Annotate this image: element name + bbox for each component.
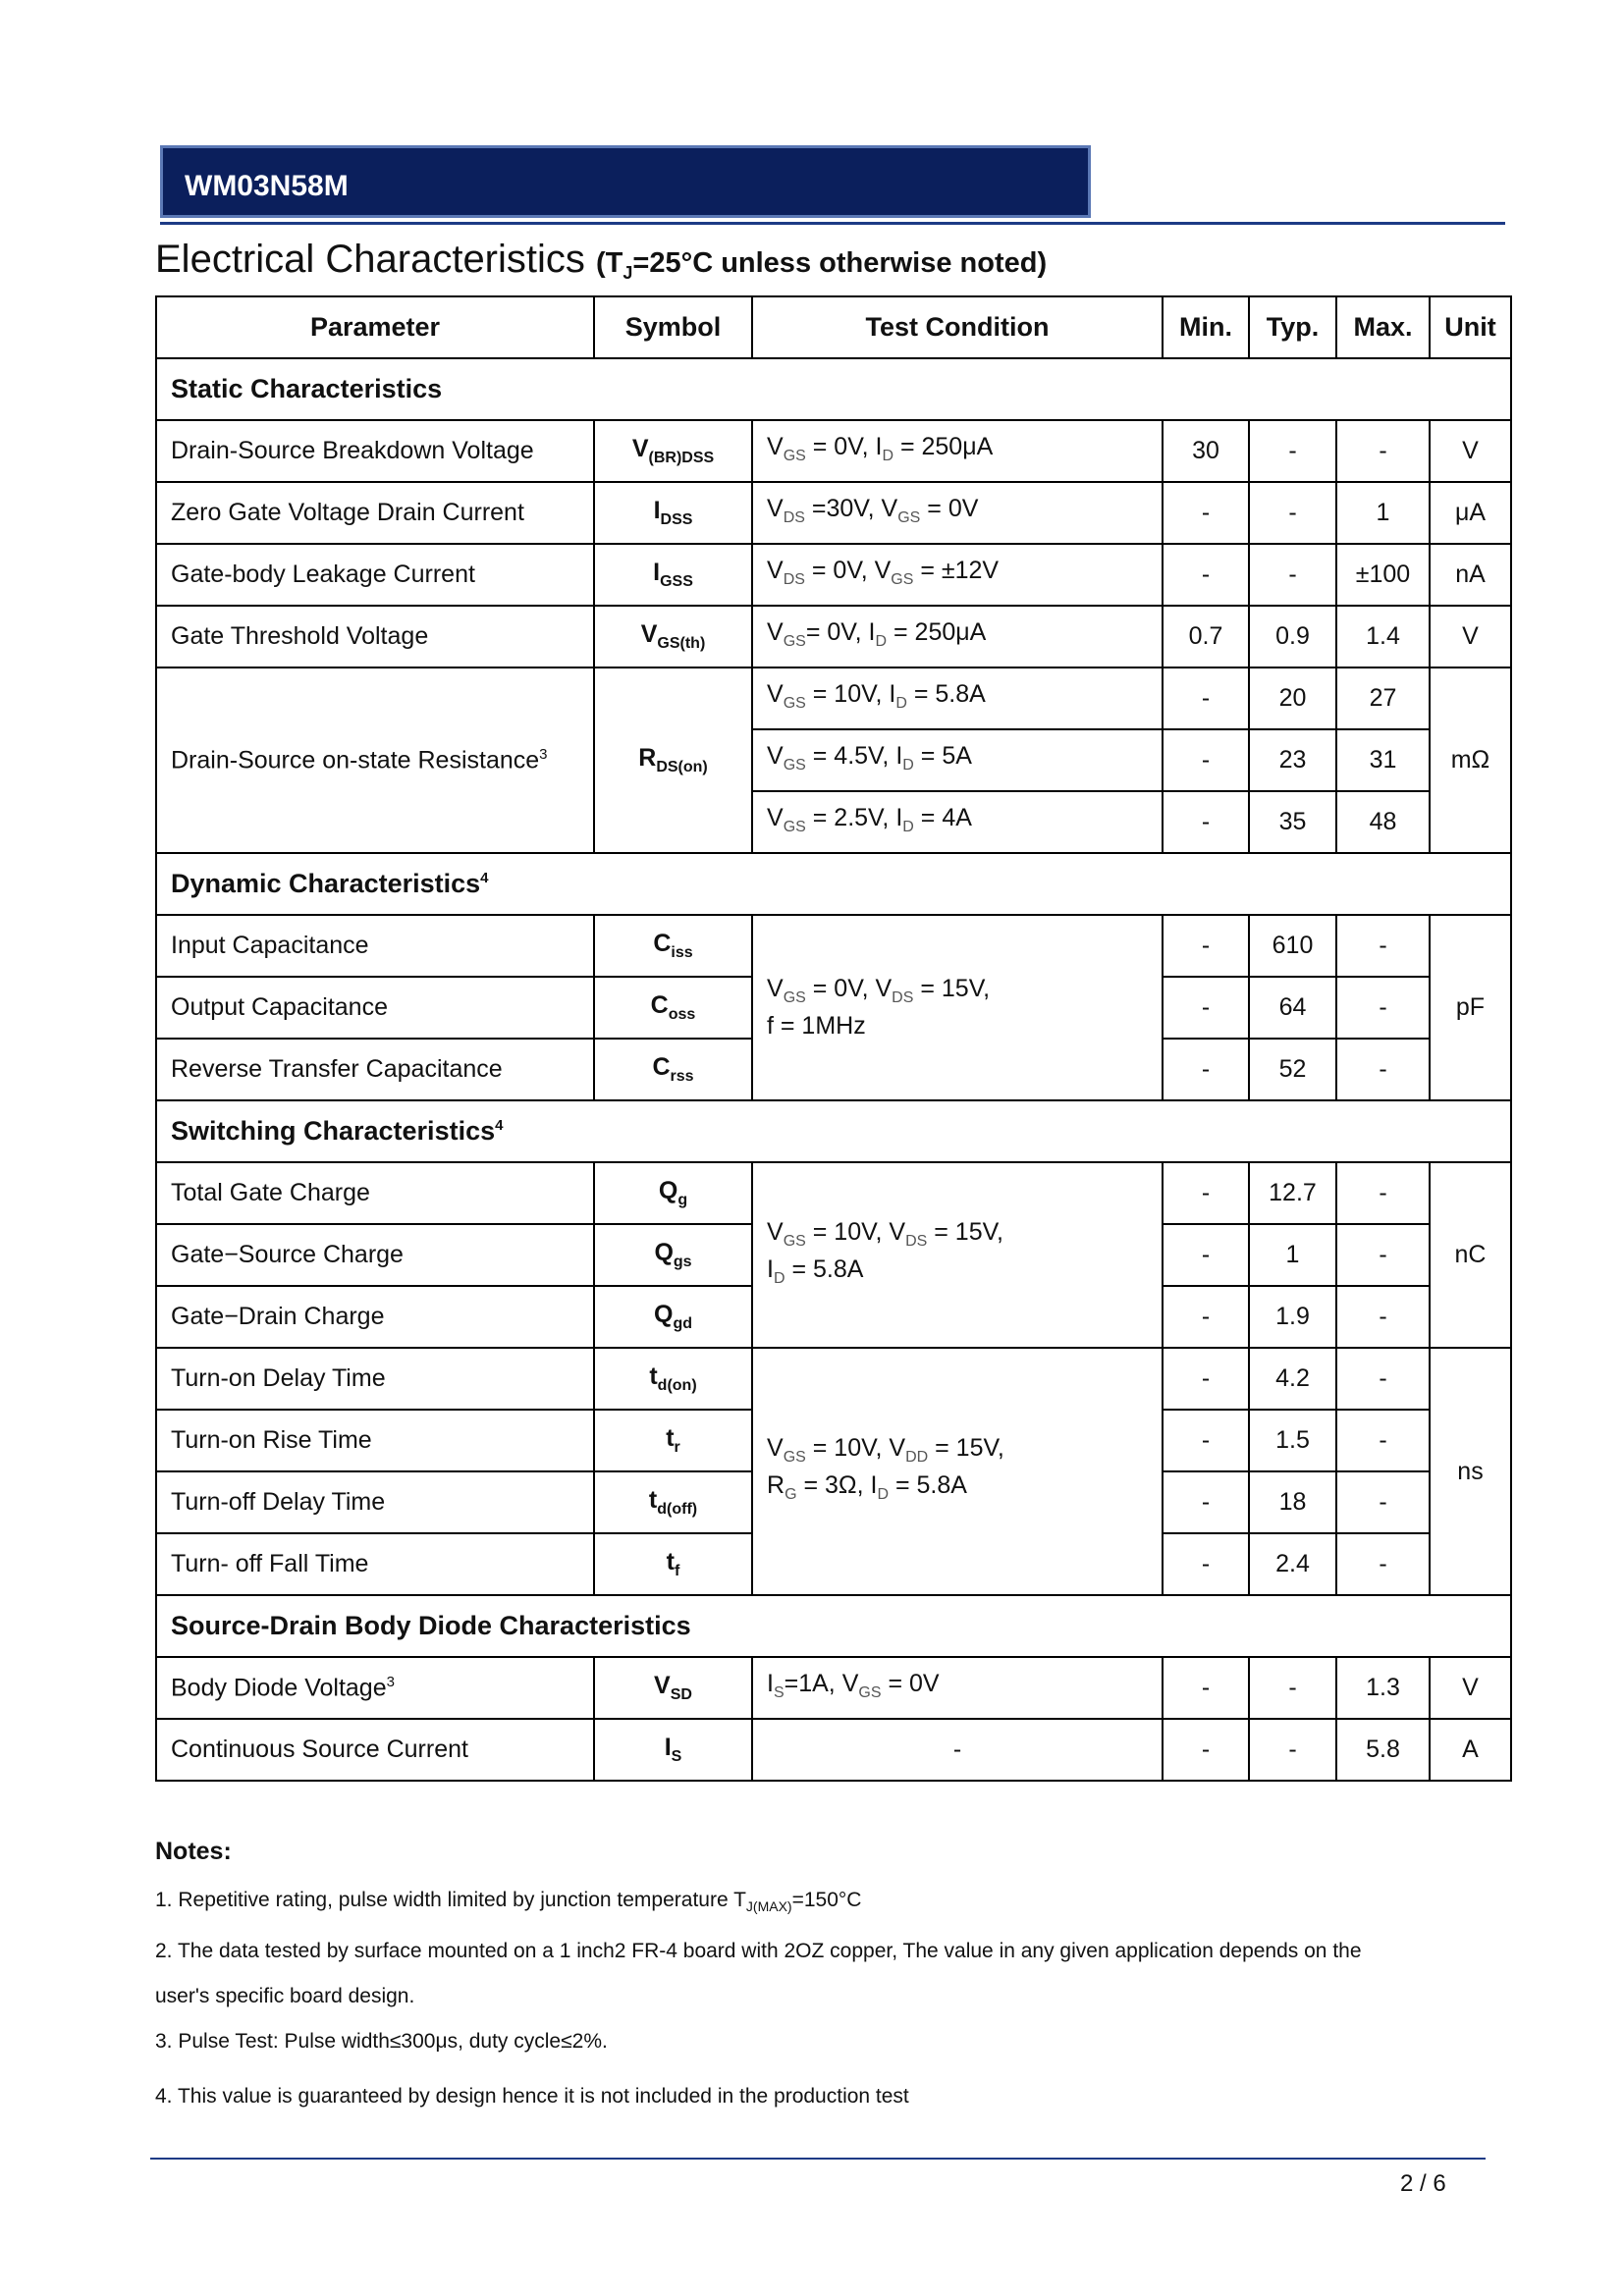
footer-rule (150, 2158, 1486, 2160)
test-condition: $V_{GS} = 4.5V$, $I_D = 5A$ (752, 729, 1163, 791)
symbol: $Q_{gs}$ (594, 1224, 752, 1286)
symbol: $C_{rss}$ (594, 1039, 752, 1100)
table-row: Turn-off Delay Time $t_{d(off)}$ - 18 - (156, 1471, 1511, 1533)
notes-heading: Notes: (155, 1838, 232, 1865)
note-2: 2. The data tested by surface mounted on a 1 inch2 FR-4 board with 2OZ copper, The value in any given application depends on the (155, 1940, 1362, 1963)
table-row: Reverse Transfer Capacitance $C_{rss}$ - 52 - (156, 1039, 1511, 1100)
note-3: 3. Pulse Test: Pulse width≤300μs, duty cycle≤2%. (155, 2030, 608, 2054)
symbol: $t_f$ (594, 1533, 752, 1595)
test-condition: $V_{GS} = 10V$, $I_D = 5.8A$ (752, 667, 1163, 729)
symbol: $t_r$ (594, 1410, 752, 1471)
table-row: Turn-on Rise Time $t_r$ - 1.5 - (156, 1410, 1511, 1471)
header-parameter: Parameter (156, 296, 594, 358)
table-row: Output Capacitance $C_{oss}$ - 64 - (156, 977, 1511, 1039)
electrical-characteristics-table (155, 295, 1512, 1782)
header-typ: Typ. (1249, 296, 1336, 358)
header-unit: Unit (1430, 296, 1511, 358)
table-row: Continuous Source Current $I_S$ - - - 5.8 A (156, 1719, 1511, 1781)
header-max: Max. (1336, 296, 1430, 358)
header-bar (160, 145, 1091, 218)
table-row: Drain-Source Breakdown Voltage $V_{(BR)DSS}$ $V_{GS} = 0V$, $I_D = 250\mu A$ 30 - - V (156, 420, 1511, 482)
notes (155, 1838, 1510, 2119)
test-condition: $V_{DS} =30V$, $V_{GS} = 0V$ (752, 482, 1163, 544)
test-condition: $V_{DS} = 0V$, $V_{GS} = \pm 12V$ (752, 544, 1163, 606)
page-number: 2 / 6 (1400, 2170, 1446, 2197)
table-header-row (156, 296, 1511, 358)
header-min: Min. (1163, 296, 1249, 358)
table-row: Zero Gate Voltage Drain Current $I_{DSS}$ $V_{DS} =30V$, $V_{GS} = 0V$ - - 1 μA (156, 482, 1511, 544)
table-row: Turn- off Fall Time $t_f$ - 2.4 - (156, 1533, 1511, 1595)
symbol: $I_{DSS}$ (594, 482, 752, 544)
table-row: $V_{GS} = 2.5V$, $I_D = 4A$ - 35 48 (156, 791, 1511, 853)
symbol: $Q_{gd}$ (594, 1286, 752, 1348)
part-number: WM03N58M (185, 170, 349, 202)
test-condition: $V_{GS} = 10V$, $V_{DD} = 15V$, $R_G = 3\Omega$, $I_D = 5.8A$ (752, 1348, 1163, 1595)
vsd-param: Body Diode Voltage$^3$ (156, 1657, 594, 1719)
table-row: $V_{GS} = 4.5V$, $I_D = 5A$ - 23 31 (156, 729, 1511, 791)
table-row: Turn-on Delay Time $t_{d(on)}$ $V_{GS} = 10V$, $V_{DD} = 15V$, $R_G = 3\Omega$, $I_D = 5.8A$ - 4.2 - ns (156, 1348, 1511, 1410)
note-4: 4. This value is guaranteed by design hence it is not included in the production test (155, 2085, 909, 2109)
note-1: 1. Repetitive rating, pulse width limited by junction temperature $T_{J(MAX)}=150^\circ C$ (155, 1889, 862, 1915)
symbol: $V_{(BR)DSS}$ (594, 420, 752, 482)
test-condition: $V_{GS} = 2.5V$, $I_D = 4A$ (752, 791, 1163, 853)
note-2-cont: user's specific board design. (155, 1985, 415, 2008)
table-row: Gate-body Leakage Current $I_{GSS}$ $V_{DS} = 0V$, $V_{GS} = \pm 12V$ - - ±100 nA (156, 544, 1511, 606)
section-title: Electrical Characteristics ($T_J=25^\circ C$ unless otherwise noted) (155, 238, 1048, 283)
table-row: Input Capacitance $C_{iss}$ $V_{GS} = 0V$, $V_{DS} = 15V$, f = 1MHz - 610 - pF (156, 915, 1511, 977)
table-row: Gate Threshold Voltage $V_{GS(th)}$ $V_{GS}= 0V$, $I_D = 250\mu A$ 0.7 0.9 1.4 V (156, 606, 1511, 667)
symbol: $t_{d(on)}$ (594, 1348, 752, 1410)
header-test-condition: Test Condition (752, 296, 1163, 358)
section-condition: ($T_J=25^\circ C$ unless otherwise noted) (596, 247, 1048, 283)
table-row: Total Gate Charge $Q_g$ $V_{GS} = 10V$, $V_{DS} = 15V$, $I_D = 5.8A$ - 12.7 - nC (156, 1162, 1511, 1224)
table-row: Gate−Drain Charge $Q_{gd}$ - 1.9 - (156, 1286, 1511, 1348)
group-static: Static Characteristics (156, 358, 1511, 420)
symbol: $C_{oss}$ (594, 977, 752, 1039)
symbol: $t_{d(off)}$ (594, 1471, 752, 1533)
symbol: $V_{GS(th)}$ (594, 606, 752, 667)
symbol: $I_{GSS}$ (594, 544, 752, 606)
header-symbol: Symbol (594, 296, 752, 358)
symbol: $R_{DS(on)}$ (594, 667, 752, 853)
symbol: $Q_g$ (594, 1162, 752, 1224)
test-condition: $V_{GS}= 0V$, $I_D = 250\mu A$ (752, 606, 1163, 667)
rds-param: Drain-Source on-state Resistance$^3$ (156, 667, 594, 853)
group-switching: Switching Characteristics$^4$ (156, 1100, 1511, 1162)
group-diode: Source-Drain Body Diode Characteristics (156, 1595, 1511, 1657)
test-condition: $V_{GS} = 10V$, $V_{DS} = 15V$, $I_D = 5.8A$ (752, 1162, 1163, 1348)
header-rule (160, 222, 1505, 225)
test-condition: $V_{GS} = 0V$, $I_D = 250\mu A$ (752, 420, 1163, 482)
symbol: $I_S$ (594, 1719, 752, 1781)
table-row: Drain-Source on-state Resistance$^3$ $R_{DS(on)}$ $V_{GS} = 10V$, $I_D = 5.8A$ - 20 27 mΩ (156, 667, 1511, 729)
table-row: Gate−Source Charge $Q_{gs}$ - 1 - (156, 1224, 1511, 1286)
test-condition: $V_{GS} = 0V$, $V_{DS} = 15V$, f = 1MHz (752, 915, 1163, 1100)
symbol: $V_{SD}$ (594, 1657, 752, 1719)
test-condition: $I_S=1A$, $V_{GS} = 0V$ (752, 1657, 1163, 1719)
table-row: Body Diode Voltage$^3$ $V_{SD}$ $I_S=1A$, $V_{GS} = 0V$ - - 1.3 V (156, 1657, 1511, 1719)
group-dynamic: Dynamic Characteristics$^4$ (156, 853, 1511, 915)
symbol: $C_{iss}$ (594, 915, 752, 977)
